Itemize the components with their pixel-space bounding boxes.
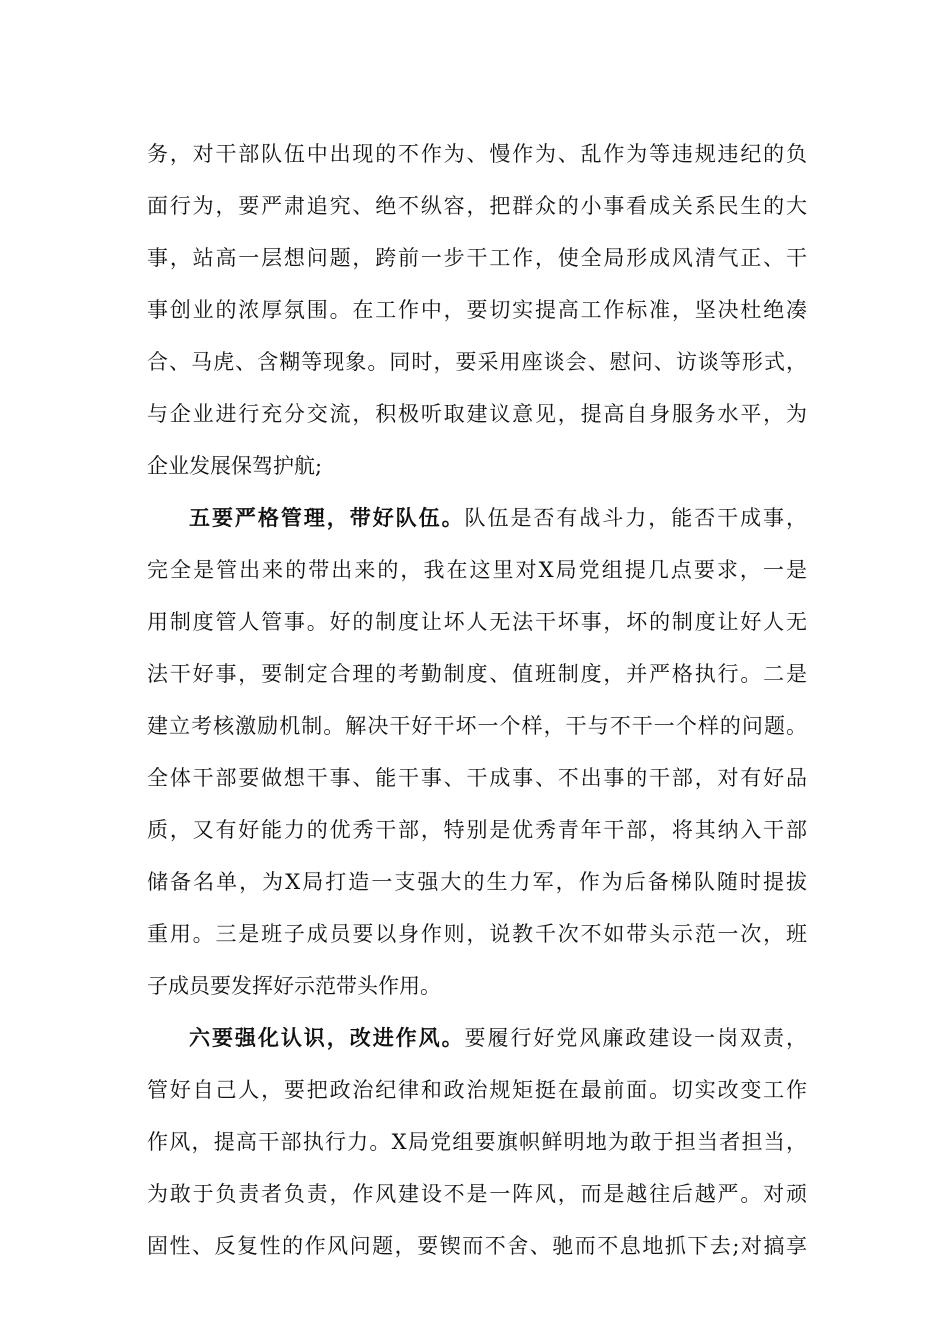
text-line: 用制度管人管事。好的制度让坏人无法干坏事，坏的制度让好人无	[147, 610, 807, 634]
text-line: 企业发展保驾护航;	[147, 454, 323, 478]
paragraph-management	[147, 492, 807, 1012]
text-line: 事创业的浓厚氛围。在工作中，要切实提高工作标准，坚决杜绝凑	[147, 298, 807, 322]
text-line: 建立考核激励机制。解决干好干坏一个样，干与不干一个样的问题。	[147, 714, 807, 738]
text-line: 重用。三是班子成员要以身作则，说教千次不如带头示范一次，班	[147, 922, 807, 946]
text-line: 作风，提高干部执行力。X局党组要旗帜鲜明地为敢于担当者担当，	[147, 1130, 807, 1154]
text-line: 全体干部要做想干事、能干事、干成事、不出事的干部，对有好品	[147, 766, 807, 790]
text-line: 合、马虎、含糊等现象。同时，要采用座谈会、慰问、访谈等形式，	[147, 350, 807, 374]
text-line: 面行为，要严肃追究、绝不纵容，把群众的小事看成关系民生的大	[147, 194, 807, 218]
paragraph-continued	[147, 128, 807, 492]
text-line: 完全是管出来的带出来的，我在这里对X局党组提几点要求，一是	[147, 558, 807, 582]
text-line: 质，又有好能力的优秀干部，特别是优秀青年干部，将其纳入干部	[147, 818, 807, 842]
text-span: 要履行好党风廉政建设一岗双责，	[464, 1026, 807, 1050]
text-line: 务，对干部队伍中出现的不作为、慢作为、乱作为等违规违纪的负	[147, 142, 807, 166]
paragraph-heading: 六要强化认识，改进作风。	[189, 1025, 465, 1050]
paragraph-work-style	[147, 1012, 807, 1272]
text-line: 管好自己人，要把政治纪律和政治规矩挺在最前面。切实改变工作	[147, 1078, 807, 1102]
text-line: 固性、反复性的作风问题，要锲而不舍、驰而不息地抓下去;对搞享	[147, 1234, 807, 1258]
text-line: 法干好事，要制定合理的考勤制度、值班制度，并严格执行。二是	[147, 662, 807, 686]
paragraph-first-line	[147, 492, 807, 544]
text-line: 与企业进行充分交流，积极听取建议意见，提高自身服务水平，为	[147, 402, 807, 426]
text-line: 为敢于负责者负责，作风建设不是一阵风，而是越往后越严。对顽	[147, 1182, 807, 1206]
paragraph-first-line	[147, 1012, 807, 1064]
text-line: 储备名单，为X局打造一支强大的生力军，作为后备梯队随时提拔	[147, 870, 807, 894]
text-span: 队伍是否有战斗力，能否干成事，	[464, 506, 807, 530]
text-line: 事，站高一层想问题，跨前一步干工作，使全局形成风清气正、干	[147, 246, 807, 270]
text-line: 子成员要发挥好示范带头作用。	[147, 974, 441, 998]
document-body	[147, 128, 807, 1272]
paragraph-heading: 五要严格管理，带好队伍。	[189, 505, 465, 530]
